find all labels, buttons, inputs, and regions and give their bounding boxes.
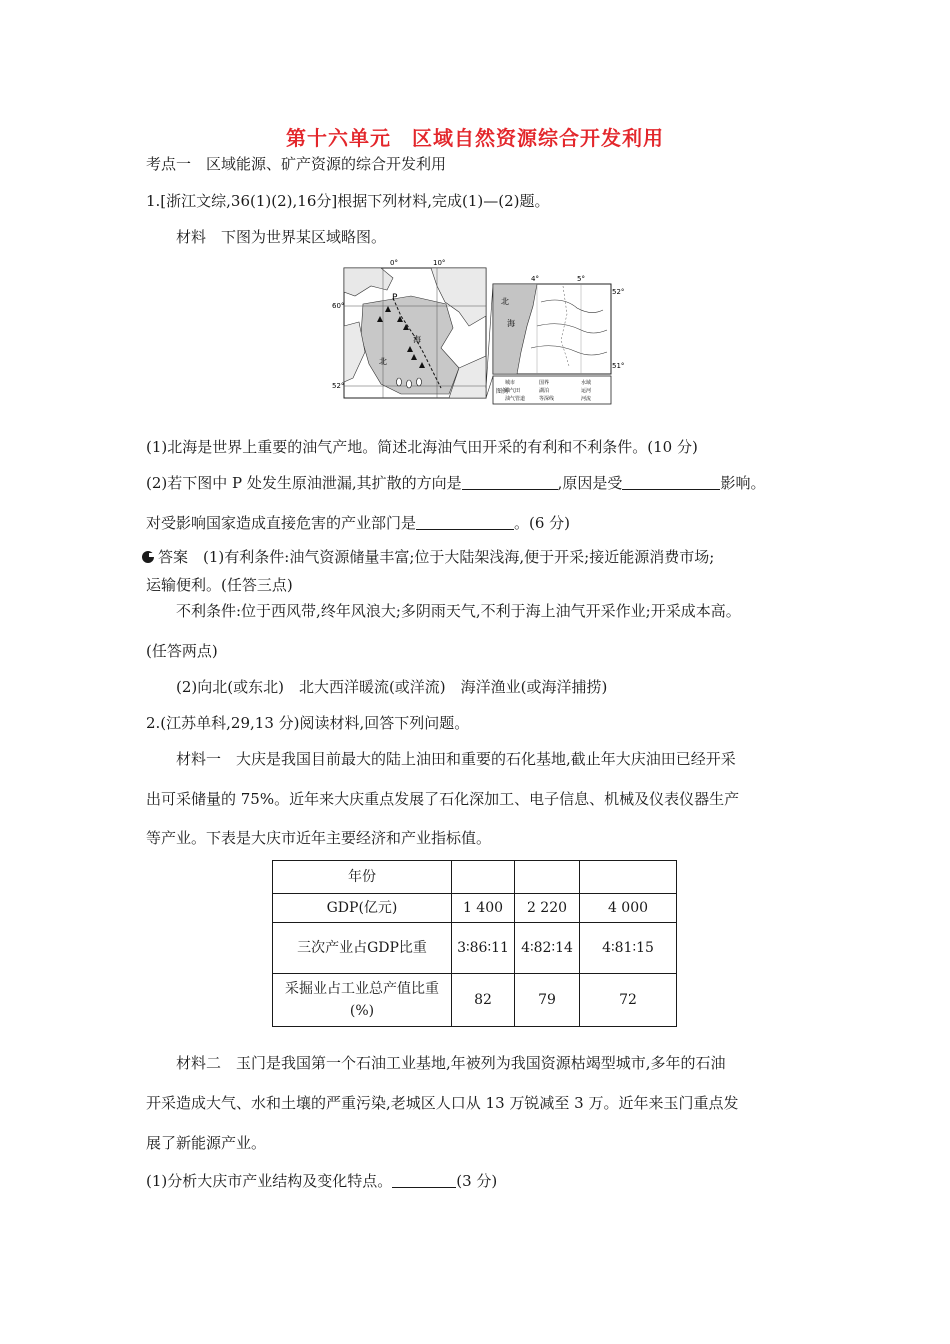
point-p-label: P — [392, 293, 398, 303]
table-header-col3 — [580, 861, 677, 894]
q2-material2-line3: 展了新能源产业。 — [146, 1134, 267, 1152]
q1-part3-text-b: 。(6 分) — [514, 514, 571, 532]
table-row-label-gdp: GDP(亿元) — [273, 894, 452, 923]
table-row-label-mining-share: 采掘业占工业总产值比重(%) — [273, 974, 452, 1027]
answer-line-1 — [142, 546, 714, 567]
inset-lat-51: 51° — [612, 362, 625, 370]
table-cell: 4 000 — [580, 894, 677, 923]
legend-item-river: 河流 — [581, 396, 592, 402]
inset-sea-label-2: 海 — [507, 319, 515, 328]
inset-lon-5: 5° — [577, 275, 585, 283]
q1-material: 材料 下图为世界某区域略图。 — [176, 228, 387, 246]
table-cell: 72 — [580, 974, 677, 1027]
main-map — [332, 259, 486, 398]
table-header-row — [273, 861, 677, 894]
legend-item-pipeline: 油气管道 — [505, 396, 526, 402]
legend-item-oilfield: 油气田 — [505, 388, 521, 394]
q2-material2-line2: 开采造成大气、水和土壤的严重污染,老城区人口从 13 万锐减至 3 万。近年来玉门重点发 — [146, 1094, 739, 1112]
answer-line-4: (任答两点) — [146, 642, 218, 660]
q2-sub1-text: (1)分析大庆市产业结构及变化特点。 — [146, 1172, 393, 1190]
table-header-col2 — [515, 861, 580, 894]
sea-label-1: 北 — [379, 357, 387, 366]
q2-sub1-points: (3 分) — [456, 1172, 498, 1190]
economic-indicators-table — [272, 860, 677, 1027]
table-row-label-industry-share: 三次产业占GDP比重 — [273, 923, 452, 974]
table-cell: 4∶82∶14 — [515, 923, 580, 974]
q1-part2 — [146, 472, 765, 493]
legend-title: 图例 — [496, 388, 509, 395]
table-cell: 4∶81∶15 — [580, 923, 677, 974]
lat-label-60: 60° — [332, 302, 345, 310]
table-row — [273, 923, 677, 974]
inset-lat-52: 52° — [612, 288, 625, 296]
answer-blank-direction[interactable] — [462, 475, 558, 490]
lon-label-10: 10° — [433, 259, 446, 267]
legend-item-city: 城市 — [505, 380, 516, 386]
q1-stem: 1.[浙江文综,36(1)(2),16分]根据下列材料,完成(1)—(2)题。 — [146, 192, 550, 210]
q1-part3 — [146, 512, 570, 533]
q2-material2-line1: 材料二 玉门是我国第一个石油工业基地,年被列为我国资源枯竭型城市,多年的石油 — [176, 1054, 726, 1072]
table-row — [273, 974, 677, 1027]
inset-lon-4: 4° — [531, 275, 539, 283]
answer-icon — [142, 551, 154, 563]
table-cell: 3∶86∶11 — [452, 923, 515, 974]
section-heading: 考点一 区域能源、矿产资源的综合开发利用 — [146, 155, 447, 173]
table-cell: 79 — [515, 974, 580, 1027]
q2-material1-line2: 出可采储量的 75%。近年来大庆重点发展了石化深加工、电子信息、机械及仪表仪器生产 — [146, 790, 740, 808]
legend-item-lake: 湖泊 — [539, 388, 550, 394]
q1-part2-text-c: 影响。 — [720, 474, 766, 492]
answer-line-5: (2)向北(或东北) 北大西洋暖流(或洋流) 海洋渔业(或海洋捕捞) — [176, 678, 608, 696]
table-header-year: 年份 — [273, 861, 452, 894]
answer-label: 答案 — [158, 548, 189, 566]
legend-item-border: 国界 — [539, 380, 550, 386]
answer-line-3: 不利条件:位于西风带,终年风浪大;多阴雨天气,不利于海上油气开采作业;开采成本高。 — [176, 602, 741, 620]
q1-part2-text-a: (2)若下图中 P 处发生原油泄漏,其扩散的方向是 — [146, 474, 462, 492]
q2-material1-line3: 等产业。下表是大庆市近年主要经济和产业指标值。 — [146, 829, 492, 847]
inset-sea-label-1: 北 — [501, 297, 509, 306]
sea-label-2: 海 — [413, 335, 421, 344]
q2-subquestion-1 — [146, 1170, 497, 1191]
page-title: 第十六单元 区域自然资源综合开发利用 — [286, 126, 664, 150]
table-cell: 82 — [452, 974, 515, 1027]
answer-line-2: 运输便利。(任答三点) — [146, 576, 293, 594]
q1-part2-text-b: ,原因是受 — [557, 474, 623, 492]
lat-label-52: 52° — [332, 382, 345, 390]
q1-part1: (1)北海是世界上重要的油气产地。简述北海油气田开采的有利和不利条件。(10 分) — [146, 438, 698, 456]
lon-label-0: 0° — [390, 259, 398, 267]
region-map — [332, 256, 625, 408]
table-row — [273, 894, 677, 923]
table-cell: 1 400 — [452, 894, 515, 923]
answer-blank-reason[interactable] — [622, 475, 720, 490]
legend-item-isobath: 等深线 — [539, 396, 555, 402]
q2-stem: 2.(江苏单科,29,13 分)阅读材料,回答下列问题。 — [146, 714, 470, 732]
table-header-col1 — [452, 861, 515, 894]
q2-material1-line1: 材料一 大庆是我国目前最大的陆上油田和重要的石化基地,截止年大庆油田已经开采 — [176, 750, 736, 768]
legend-item-water: 水域 — [581, 380, 592, 386]
answer-blank-structure[interactable] — [392, 1173, 456, 1188]
inset-map — [493, 275, 624, 374]
q1-part3-text-a: 对受影响国家造成直接危害的产业部门是 — [146, 514, 417, 532]
answer-text-1: (1)有利条件:油气资源储量丰富;位于大陆架浅海,便于开采;接近能源消费市场; — [203, 548, 715, 566]
table-cell: 2 220 — [515, 894, 580, 923]
legend-item-canal: 运河 — [581, 388, 592, 394]
answer-blank-industry[interactable] — [416, 515, 514, 530]
map-legend — [493, 376, 611, 404]
